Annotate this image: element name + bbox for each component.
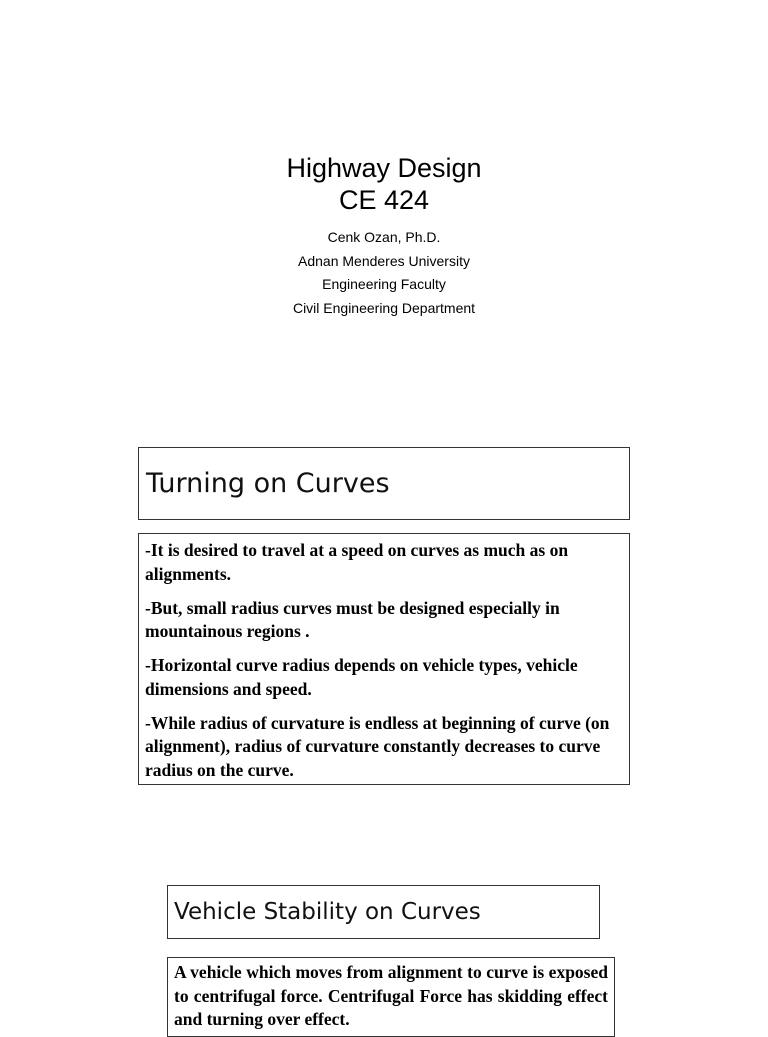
vehicle-stability-heading-text: Vehicle Stability on Curves xyxy=(174,899,481,925)
turning-on-curves-heading xyxy=(138,447,630,520)
author-university: Adnan Menderes University xyxy=(298,252,470,269)
turning-point-1: -It is desired to travel at a speed on curves as much as on alignments. xyxy=(145,540,569,584)
author-department: Civil Engineering Department xyxy=(292,300,476,317)
vehicle-stability-text: A vehicle which moves from alignment to curve is exposed to centrifugal force. Centrifugal Force has skidding effect and turning over effect. xyxy=(174,962,608,1029)
author-faculty: Engineering Faculty xyxy=(322,276,446,293)
vehicle-stability-heading xyxy=(167,885,600,939)
course-title: Highway Design xyxy=(286,153,482,183)
author-name: Cenk Ozan, Ph.D. xyxy=(327,229,441,245)
turning-point-3: -Horizontal curve radius depends on vehicle types, vehicle dimensions and speed. xyxy=(145,655,578,699)
page-title xyxy=(0,152,768,216)
author-info xyxy=(0,226,768,321)
turning-on-curves-body xyxy=(138,533,630,785)
vehicle-stability-body xyxy=(167,957,615,1037)
turning-on-curves-heading-text: Turning on Curves xyxy=(146,468,390,499)
turning-point-2: -But, small radius curves must be designed especially in mountainous regions . xyxy=(145,597,560,641)
turning-point-4: -While radius of curvature is endless at beginning of curve (on alignment), radius of curvature constantly decreases to curve radius on the curve. xyxy=(145,712,610,780)
course-code: CE 424 xyxy=(338,185,430,215)
